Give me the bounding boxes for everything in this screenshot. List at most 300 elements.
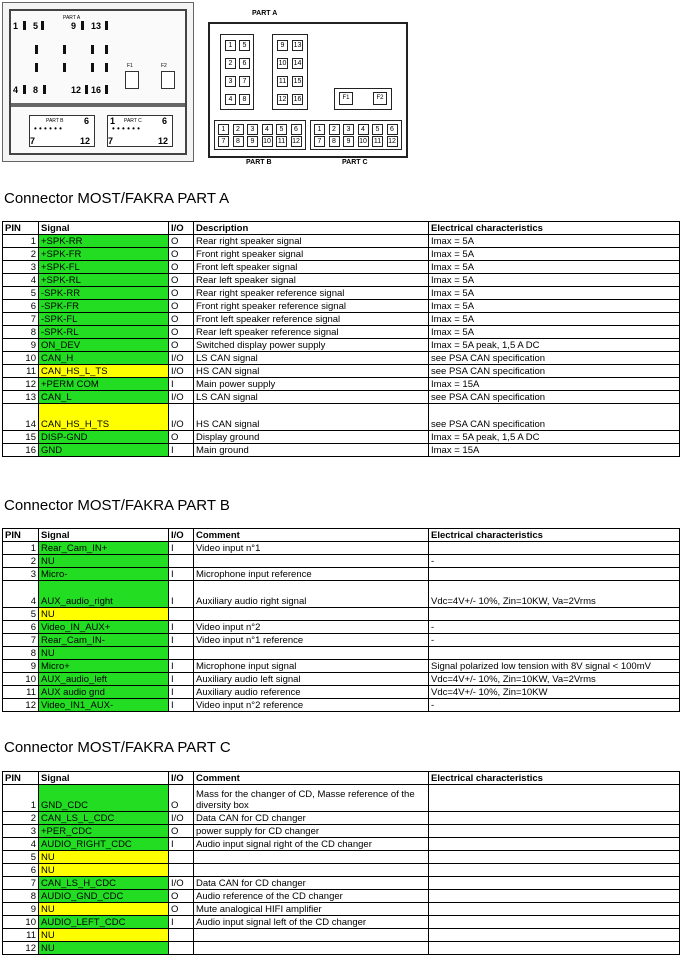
io-cell: O	[169, 248, 194, 261]
drawing-part-b-pin: 2	[233, 124, 244, 135]
drawing-fuse-block	[334, 88, 392, 110]
electrical-cell	[429, 851, 680, 864]
description-cell: Rear left speaker signal	[194, 274, 429, 287]
io-cell	[169, 942, 194, 955]
signal-cell: -SPK-FR	[39, 300, 169, 313]
photo-pin-label-1: 1	[13, 21, 19, 31]
description-cell: Data CAN for CD changer	[194, 812, 429, 825]
io-cell: O	[169, 274, 194, 287]
drawing-fuse-f1: F1	[339, 92, 353, 105]
photo-pin	[105, 21, 108, 30]
electrical-cell: Imax = 5A	[429, 300, 680, 313]
signal-cell: +SPK-RR	[39, 235, 169, 248]
io-cell: I	[169, 542, 194, 555]
table-row	[3, 581, 680, 608]
electrical-cell: Imax = 5A peak, 1,5 A DC	[429, 431, 680, 444]
signal-cell: -SPK-RL	[39, 326, 169, 339]
drawing-pin-1: 1	[225, 40, 236, 51]
table-row	[3, 673, 680, 686]
photo-part-b-pin6: 6	[84, 116, 90, 126]
photo-pin-label-9: 9	[71, 21, 77, 31]
drawing-pin-7: 7	[239, 76, 250, 87]
description-cell: Video input n°1	[194, 542, 429, 555]
drawing-part-c-pin: 7	[314, 136, 325, 147]
electrical-cell: Imax = 15A	[429, 378, 680, 391]
io-cell	[169, 864, 194, 877]
table-header-row	[3, 529, 680, 542]
connector-pinout-drawing	[208, 8, 408, 168]
pin-cell: 4	[3, 274, 39, 287]
drawing-pin-16: 16	[293, 96, 302, 103]
drawing-pin-12: 12	[278, 96, 287, 103]
column-header: PIN	[3, 772, 39, 785]
part-a-title: Connector MOST/FAKRA PART A	[4, 190, 230, 207]
signal-cell: NU	[39, 555, 169, 568]
photo-pin-label-16: 16	[91, 85, 102, 95]
pin-cell: 7	[3, 634, 39, 647]
description-cell: LS CAN signal	[194, 352, 429, 365]
pin-cell: 14	[3, 404, 39, 431]
signal-cell: NU	[39, 851, 169, 864]
signal-cell: ON_DEV	[39, 339, 169, 352]
io-cell: I	[169, 581, 194, 608]
table-row	[3, 404, 680, 431]
photo-pin	[91, 63, 94, 72]
column-header: I/O	[169, 529, 194, 542]
signal-cell: Video_IN1_AUX-	[39, 699, 169, 712]
description-cell	[194, 929, 429, 942]
pin-cell: 8	[3, 890, 39, 903]
column-header: Electrical characteristics	[429, 529, 680, 542]
signal-cell: NU	[39, 903, 169, 916]
description-cell: Front left speaker signal	[194, 261, 429, 274]
io-cell: O	[169, 313, 194, 326]
drawing-part-b-pin: 8	[233, 136, 244, 147]
table-row	[3, 877, 680, 890]
signal-cell: CAN_L	[39, 391, 169, 404]
description-cell: Data CAN for CD changer	[194, 877, 429, 890]
description-cell: Rear left speaker reference signal	[194, 326, 429, 339]
photo-fuse1-label: F1	[127, 63, 133, 69]
photo-pin	[41, 21, 44, 30]
photo-pin	[81, 21, 84, 30]
connector-photo	[2, 2, 194, 162]
drawing-part-c-pin: 9	[343, 136, 354, 147]
io-cell: O	[169, 825, 194, 838]
io-cell: I/O	[169, 365, 194, 378]
table-row	[3, 686, 680, 699]
table-row	[3, 929, 680, 942]
drawing-part-a-group-right	[272, 34, 308, 110]
signal-cell: CAN_HS_H_TS	[39, 404, 169, 431]
drawing-pin-3: 3	[225, 76, 236, 87]
signal-cell: CAN_HS_L_TS	[39, 365, 169, 378]
table-row	[3, 287, 680, 300]
pin-cell: 11	[3, 929, 39, 942]
electrical-cell	[429, 785, 680, 812]
io-cell: I	[169, 838, 194, 851]
pin-cell: 4	[3, 838, 39, 851]
electrical-cell: see PSA CAN specification	[429, 352, 680, 365]
electrical-cell	[429, 608, 680, 621]
pin-cell: 5	[3, 851, 39, 864]
drawing-part-c-pin: 1	[314, 124, 325, 135]
pin-cell: 10	[3, 673, 39, 686]
photo-part-b-dots: • • • • • •	[34, 124, 62, 133]
drawing-outline	[208, 22, 408, 158]
electrical-cell: see PSA CAN specification	[429, 391, 680, 404]
signal-cell: NU	[39, 647, 169, 660]
drawing-part-c-pin: 2	[329, 124, 340, 135]
pin-cell: 13	[3, 391, 39, 404]
drawing-part-b-pin: 7	[218, 136, 229, 147]
photo-pin	[105, 63, 108, 72]
pin-cell: 16	[3, 444, 39, 457]
photo-part-a-label: PART A	[63, 15, 81, 21]
drawing-part-c-pin: 3	[343, 124, 354, 135]
description-cell	[194, 555, 429, 568]
photo-part-c-pin1: 1	[110, 116, 116, 126]
drawing-pin-15: 15	[293, 78, 302, 85]
electrical-cell: -	[429, 621, 680, 634]
io-cell: O	[169, 261, 194, 274]
photo-pin	[63, 63, 66, 72]
io-cell: I/O	[169, 812, 194, 825]
description-cell: Mute analogical HIFI amplifier	[194, 903, 429, 916]
description-cell	[194, 647, 429, 660]
description-cell: Rear right speaker signal	[194, 235, 429, 248]
photo-part-b-block	[29, 115, 95, 147]
io-cell: I	[169, 686, 194, 699]
signal-cell: Micro+	[39, 660, 169, 673]
drawing-pin-5: 5	[239, 40, 250, 51]
pin-cell: 7	[3, 313, 39, 326]
electrical-cell	[429, 903, 680, 916]
electrical-cell: Vdc=4V+/- 10%, Zin=10KW	[429, 686, 680, 699]
description-cell	[194, 608, 429, 621]
table-row	[3, 568, 680, 581]
description-cell: Video input n°2 reference	[194, 699, 429, 712]
pin-cell: 1	[3, 542, 39, 555]
photo-pin	[23, 85, 26, 94]
io-cell: O	[169, 890, 194, 903]
photo-pin-label-8: 8	[33, 85, 39, 95]
io-cell: I	[169, 634, 194, 647]
signal-cell: NU	[39, 864, 169, 877]
table-row	[3, 235, 680, 248]
part-a-table	[2, 221, 680, 457]
pin-cell: 7	[3, 877, 39, 890]
pin-cell: 1	[3, 785, 39, 812]
description-cell: Auxiliary audio reference	[194, 686, 429, 699]
signal-cell: GND	[39, 444, 169, 457]
column-header: Comment	[194, 529, 429, 542]
io-cell	[169, 851, 194, 864]
electrical-cell: Imax = 5A	[429, 287, 680, 300]
drawing-part-b-pin: 5	[276, 124, 287, 135]
table-row	[3, 378, 680, 391]
table-row	[3, 444, 680, 457]
electrical-cell	[429, 942, 680, 955]
signal-cell: NU	[39, 608, 169, 621]
part-c-title: Connector MOST/FAKRA PART C	[4, 739, 231, 756]
electrical-cell	[429, 542, 680, 555]
pin-cell: 9	[3, 660, 39, 673]
photo-pin-label-4: 4	[13, 85, 19, 95]
column-header: Description	[194, 222, 429, 235]
electrical-cell: see PSA CAN specification	[429, 404, 680, 431]
description-cell: HS CAN signal	[194, 404, 429, 431]
drawing-part-b-label: PART B	[246, 159, 272, 166]
drawing-part-a-title: PART A	[252, 10, 278, 17]
pin-cell: 9	[3, 339, 39, 352]
table-row	[3, 326, 680, 339]
pin-cell: 6	[3, 300, 39, 313]
drawing-fuse-f2: F2	[373, 92, 387, 105]
drawing-part-b-pin: 3	[247, 124, 258, 135]
signal-cell: CAN_H	[39, 352, 169, 365]
pin-cell: 10	[3, 352, 39, 365]
table-row	[3, 352, 680, 365]
io-cell: I	[169, 444, 194, 457]
pin-cell: 12	[3, 378, 39, 391]
drawing-part-c-label: PART C	[342, 159, 368, 166]
io-cell: O	[169, 339, 194, 352]
table-row	[3, 621, 680, 634]
drawing-part-b-pin: 4	[262, 124, 273, 135]
signal-cell: +SPK-FL	[39, 261, 169, 274]
table-row	[3, 391, 680, 404]
electrical-cell	[429, 825, 680, 838]
table-row	[3, 365, 680, 378]
column-header: PIN	[3, 529, 39, 542]
electrical-cell: Imax = 5A	[429, 248, 680, 261]
pin-cell: 8	[3, 647, 39, 660]
electrical-cell	[429, 812, 680, 825]
photo-pin-label-12: 12	[71, 85, 82, 95]
io-cell	[169, 608, 194, 621]
electrical-cell	[429, 877, 680, 890]
description-cell: Main ground	[194, 444, 429, 457]
connector-housing	[9, 9, 187, 155]
electrical-cell: -	[429, 555, 680, 568]
io-cell: I	[169, 699, 194, 712]
drawing-part-b-pin: 9	[247, 136, 258, 147]
part-b-table	[2, 528, 680, 712]
description-cell: LS CAN signal	[194, 391, 429, 404]
pin-cell: 15	[3, 431, 39, 444]
table-row	[3, 431, 680, 444]
drawing-pin-6: 6	[239, 58, 250, 69]
pin-cell: 4	[3, 581, 39, 608]
drawing-part-b-pin: 10	[263, 138, 271, 145]
io-cell: I	[169, 660, 194, 673]
electrical-cell	[429, 864, 680, 877]
signal-cell: -SPK-RR	[39, 287, 169, 300]
description-cell: Rear right speaker reference signal	[194, 287, 429, 300]
photo-pin-label-13: 13	[91, 21, 102, 31]
io-cell: I/O	[169, 404, 194, 431]
description-cell	[194, 864, 429, 877]
table-row	[3, 647, 680, 660]
table-row	[3, 825, 680, 838]
drawing-part-c-pin: 5	[372, 124, 383, 135]
description-cell: Auxiliary audio left signal	[194, 673, 429, 686]
photo-fuse2-label: F2	[161, 63, 167, 69]
signal-cell: CAN_LS_L_CDC	[39, 812, 169, 825]
drawing-part-c-block	[310, 120, 402, 150]
description-cell: Microphone input reference	[194, 568, 429, 581]
photo-part-c-pin7: 7	[108, 136, 114, 146]
column-header: Signal	[39, 529, 169, 542]
pin-cell: 6	[3, 864, 39, 877]
description-cell	[194, 851, 429, 864]
drawing-part-c-pin: 12	[388, 138, 396, 145]
drawing-pin-10: 10	[278, 60, 287, 67]
pin-cell: 9	[3, 903, 39, 916]
photo-pin	[43, 85, 46, 94]
table-row	[3, 699, 680, 712]
electrical-cell	[429, 647, 680, 660]
table-row	[3, 890, 680, 903]
photo-part-b-pin7: 7	[30, 136, 36, 146]
electrical-cell: Imax = 5A	[429, 235, 680, 248]
table-row	[3, 248, 680, 261]
photo-pin	[35, 63, 38, 72]
drawing-pin-11: 11	[278, 78, 287, 85]
pin-cell: 10	[3, 916, 39, 929]
signal-cell: AUX_audio_right	[39, 581, 169, 608]
pin-cell: 11	[3, 365, 39, 378]
electrical-cell: Vdc=4V+/- 10%, Zin=10KW, Va=2Vrms	[429, 673, 680, 686]
electrical-cell: Imax = 15A	[429, 444, 680, 457]
io-cell: O	[169, 785, 194, 812]
table-row	[3, 634, 680, 647]
electrical-cell	[429, 838, 680, 851]
photo-pin	[23, 21, 26, 30]
drawing-pin-2: 2	[225, 58, 236, 69]
photo-part-b-pin12: 12	[80, 136, 91, 146]
description-cell: Audio input signal left of the CD changer	[194, 916, 429, 929]
pin-cell: 8	[3, 326, 39, 339]
electrical-cell	[429, 929, 680, 942]
pin-cell: 12	[3, 942, 39, 955]
column-header: PIN	[3, 222, 39, 235]
part-c-table	[2, 771, 680, 955]
io-cell	[169, 647, 194, 660]
drawing-pin-13: 13	[293, 42, 302, 49]
drawing-part-b-pin: 12	[292, 138, 300, 145]
drawing-part-b-block	[214, 120, 306, 150]
io-cell: I	[169, 378, 194, 391]
table-row	[3, 916, 680, 929]
electrical-cell: see PSA CAN specification	[429, 365, 680, 378]
table-row	[3, 838, 680, 851]
table-header-row	[3, 772, 680, 785]
signal-cell: -SPK-FL	[39, 313, 169, 326]
io-cell: O	[169, 300, 194, 313]
pin-cell: 5	[3, 287, 39, 300]
description-cell: Front right speaker reference signal	[194, 300, 429, 313]
description-cell: Video input n°1 reference	[194, 634, 429, 647]
photo-fuse2-slot	[161, 71, 175, 89]
io-cell: I/O	[169, 877, 194, 890]
table-row	[3, 542, 680, 555]
photo-divider	[11, 103, 185, 107]
electrical-cell	[429, 916, 680, 929]
description-cell: Switched display power supply	[194, 339, 429, 352]
column-header: Signal	[39, 772, 169, 785]
table-row	[3, 812, 680, 825]
photo-pin	[91, 45, 94, 54]
table-row	[3, 864, 680, 877]
io-cell: O	[169, 326, 194, 339]
pin-cell: 3	[3, 825, 39, 838]
description-cell: Mass for the changer of CD, Masse reference of the diversity box	[194, 785, 429, 812]
io-cell: I	[169, 673, 194, 686]
description-cell: Display ground	[194, 431, 429, 444]
signal-cell: Rear_Cam_IN+	[39, 542, 169, 555]
drawing-part-b-pin: 6	[291, 124, 302, 135]
description-cell: Audio reference of the CD changer	[194, 890, 429, 903]
description-cell: Front right speaker signal	[194, 248, 429, 261]
signal-cell: AUDIO_RIGHT_CDC	[39, 838, 169, 851]
signal-cell: NU	[39, 942, 169, 955]
electrical-cell: Vdc=4V+/- 10%, Zin=10KW, Va=2Vrms	[429, 581, 680, 608]
drawing-part-c-pin: 11	[373, 138, 382, 145]
electrical-cell: Imax = 5A	[429, 274, 680, 287]
description-cell: Video input n°2	[194, 621, 429, 634]
table-row	[3, 313, 680, 326]
photo-pin	[105, 85, 108, 94]
column-header: Comment	[194, 772, 429, 785]
pin-cell: 2	[3, 555, 39, 568]
description-cell: HS CAN signal	[194, 365, 429, 378]
signal-cell: AUX audio gnd	[39, 686, 169, 699]
table-row	[3, 608, 680, 621]
table-row	[3, 785, 680, 812]
signal-cell: +SPK-RL	[39, 274, 169, 287]
description-cell: Audio input signal right of the CD changer	[194, 838, 429, 851]
io-cell: I	[169, 621, 194, 634]
table-row	[3, 274, 680, 287]
photo-part-c-dots: • • • • • •	[112, 124, 140, 133]
drawing-pin-4: 4	[225, 94, 236, 105]
table-header-row	[3, 222, 680, 235]
signal-cell: CAN_LS_H_CDC	[39, 877, 169, 890]
electrical-cell	[429, 890, 680, 903]
column-header: I/O	[169, 772, 194, 785]
signal-cell: AUX_audio_left	[39, 673, 169, 686]
photo-part-c-label: PART C	[124, 118, 142, 124]
pin-cell: 3	[3, 261, 39, 274]
io-cell: I	[169, 916, 194, 929]
electrical-cell: Imax = 5A	[429, 313, 680, 326]
pin-cell: 6	[3, 621, 39, 634]
table-row	[3, 903, 680, 916]
electrical-cell: Imax = 5A peak, 1,5 A DC	[429, 339, 680, 352]
electrical-cell: -	[429, 699, 680, 712]
io-cell: I	[169, 568, 194, 581]
pin-cell: 12	[3, 699, 39, 712]
table-row	[3, 339, 680, 352]
signal-cell: AUDIO_GND_CDC	[39, 890, 169, 903]
io-cell: O	[169, 287, 194, 300]
signal-cell: AUDIO_LEFT_CDC	[39, 916, 169, 929]
electrical-cell: Signal polarized low tension with 8V signal < 100mV	[429, 660, 680, 673]
photo-part-c-pin6: 6	[162, 116, 168, 126]
photo-part-c-block	[107, 115, 173, 147]
